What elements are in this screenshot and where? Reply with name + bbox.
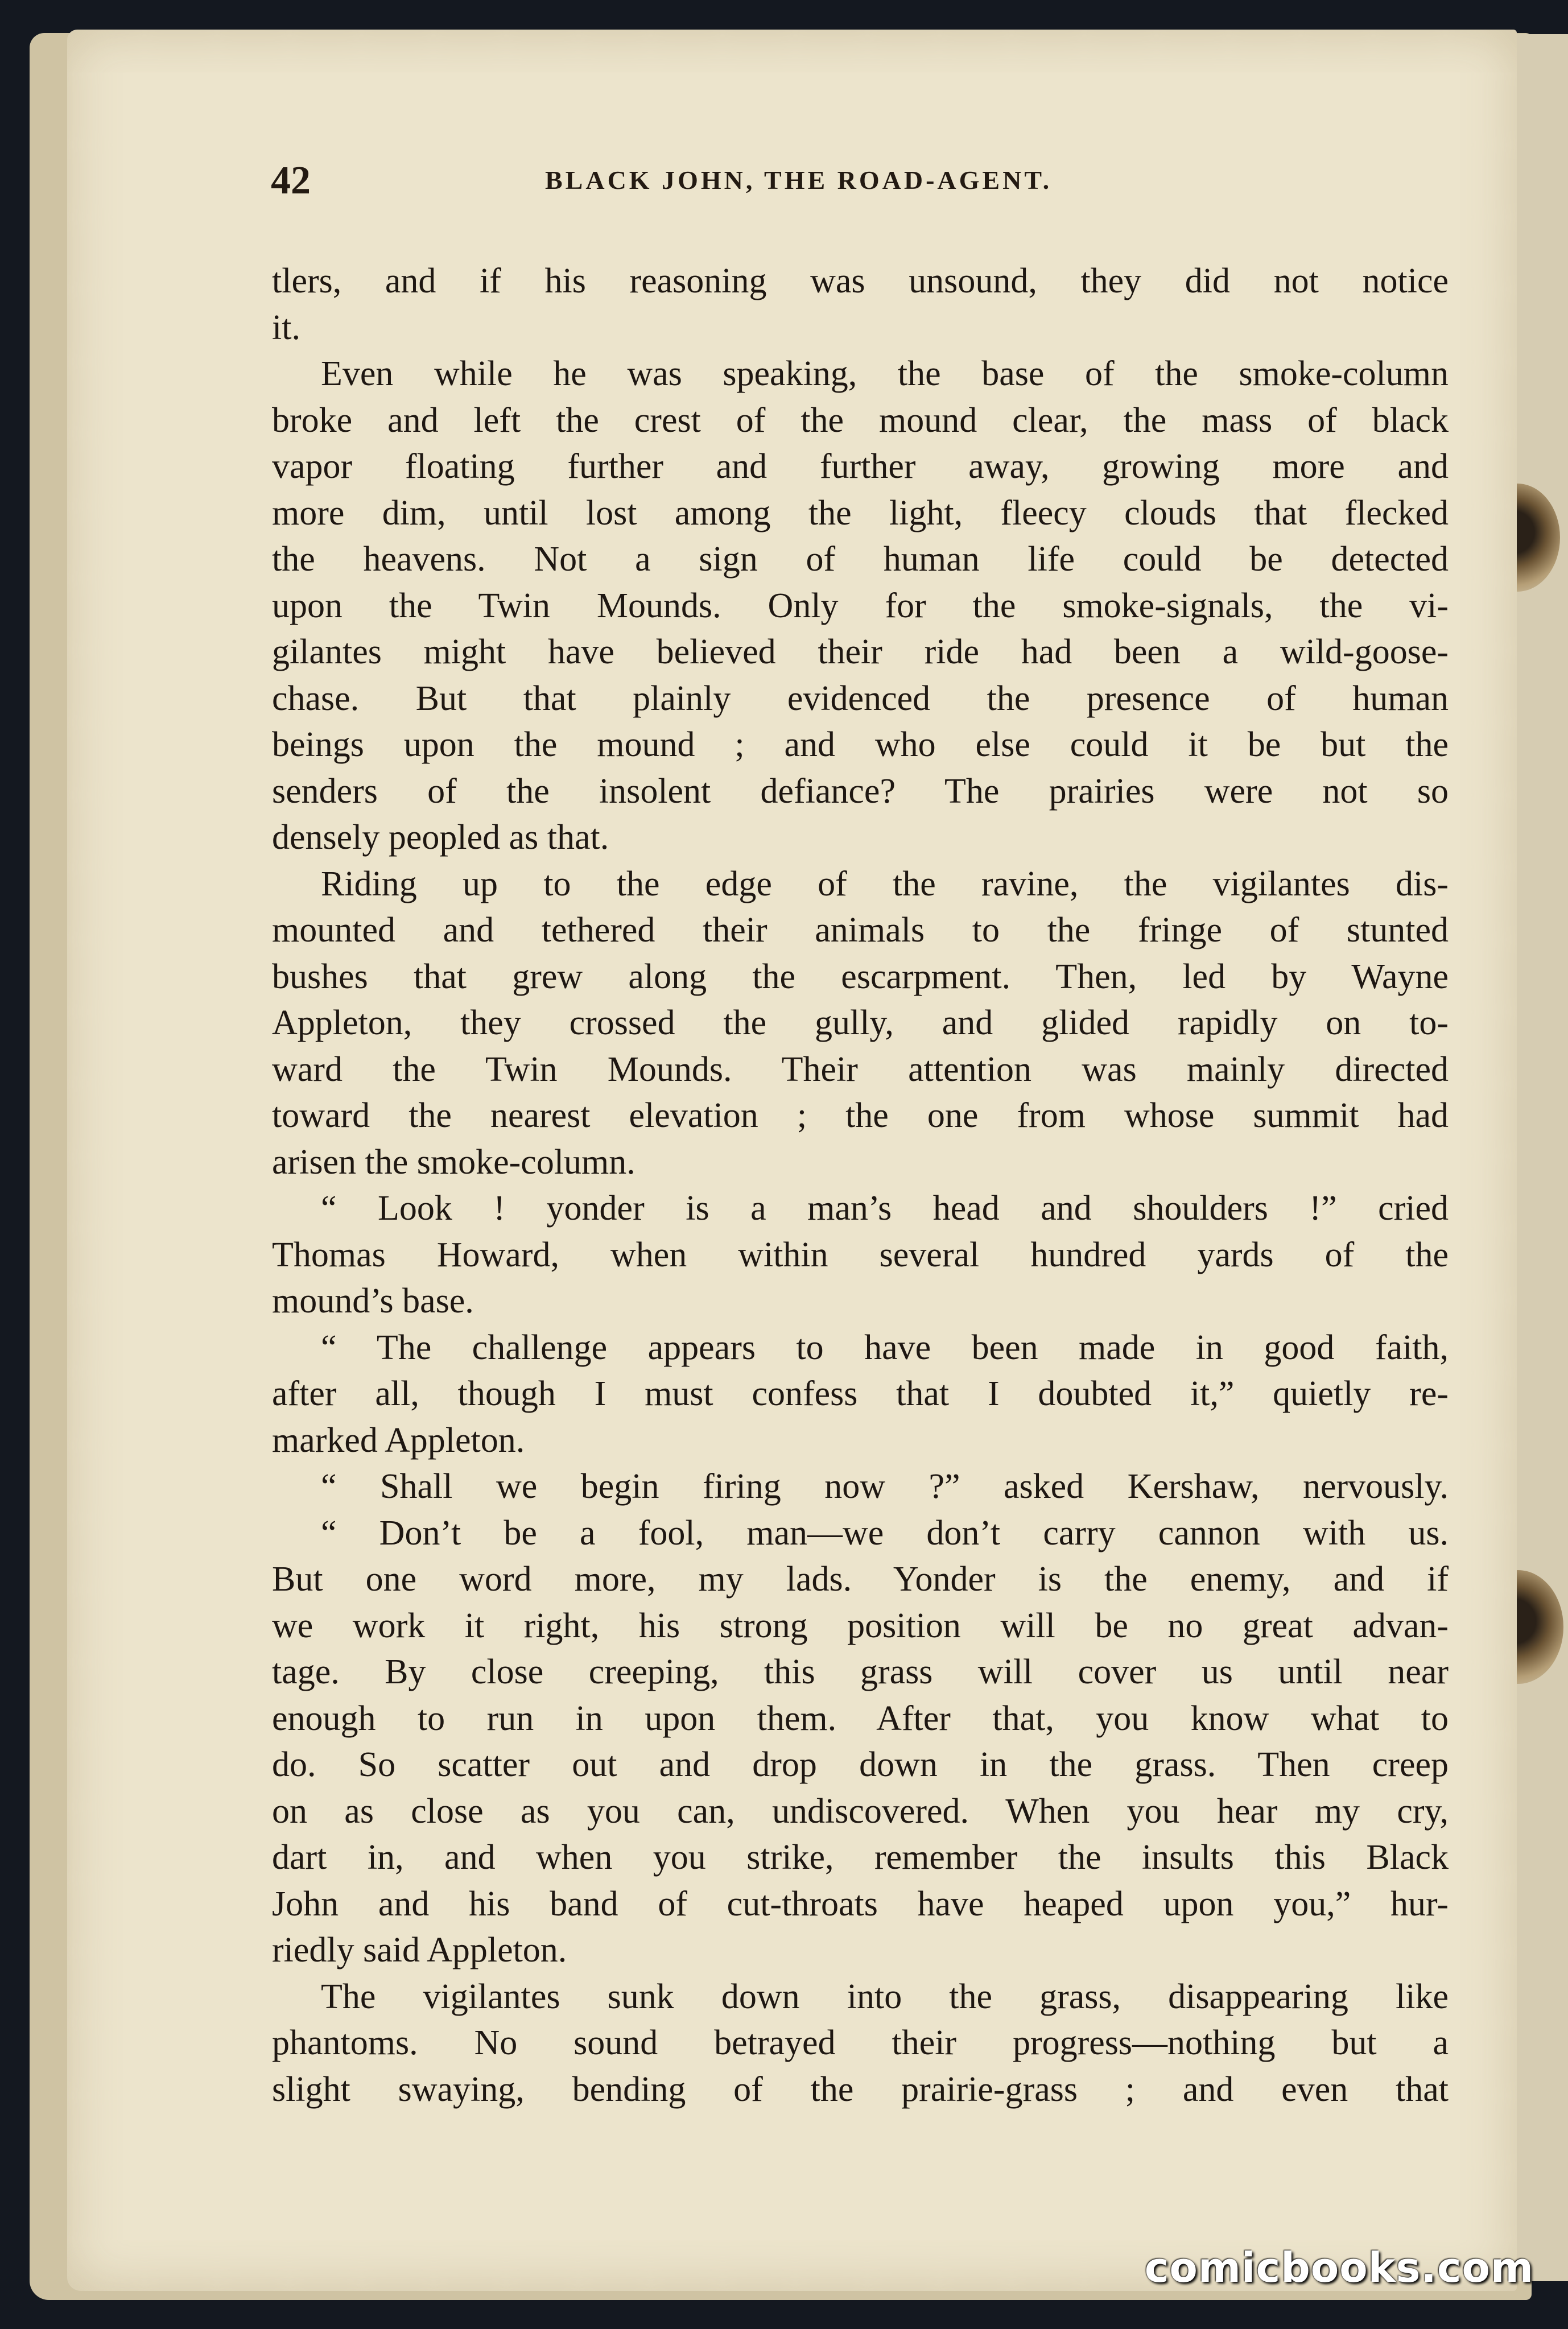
text-line: bushes that grew along the escarpment. Then, led by Wayne <box>272 957 1449 996</box>
text-line: “ Shall we begin firing now ?” asked Kershaw, nervously. <box>321 1467 1449 1506</box>
text-line: it. <box>272 308 300 347</box>
text-line: arisen the smoke-column. <box>272 1142 636 1182</box>
text-line: upon the Twin Mounds. Only for the smoke-signals, the vi- <box>272 586 1449 625</box>
text-line: densely peopled as that. <box>272 818 609 857</box>
body-text <box>272 258 1449 2113</box>
text-line: Appleton, they crossed the gully, and glided rapidly on to- <box>272 1004 1449 1042</box>
text-line: Riding up to the edge of the ravine, the vigilantes dis- <box>321 864 1449 903</box>
text-line: chase. But that plainly evidenced the presence of human <box>272 679 1449 718</box>
text-line: “ Don’t be a fool, man—we don’t carry cannon with us. <box>321 1513 1449 1552</box>
text-line: the heavens. Not a sign of human life could be detected <box>272 540 1449 579</box>
book-page <box>67 30 1517 2291</box>
text-line: on as close as you can, undiscovered. When you hear my cry, <box>272 1791 1449 1831</box>
text-line: tage. By close creeping, this grass will cover us until near <box>272 1653 1449 1691</box>
text-line: toward the nearest elevation ; the one from whose summit had <box>272 1096 1449 1135</box>
text-line: dart in, and when you strike, remember the insults this Black <box>272 1838 1449 1877</box>
text-line: mounted and tethered their animals to the fringe of stunted <box>272 911 1449 949</box>
text-line: after all, though I must confess that I doubted it,” quietly re- <box>272 1374 1449 1413</box>
text-line: riedly said Appleton. <box>272 1931 567 1969</box>
text-line: “ Look ! yonder is a man’s head and shoulders !” cried <box>321 1189 1449 1228</box>
text-line: The vigilantes sunk down into the grass, disappearing like <box>321 1977 1449 2016</box>
text-line: John and his band of cut-throats have heaped upon you,” hur- <box>272 1884 1449 1923</box>
text-line: gilantes might have believed their ride had been a wild-goose- <box>272 633 1449 671</box>
text-line: “ The challenge appears to have been made in good faith, <box>321 1328 1449 1367</box>
text-line: Thomas Howard, when within several hundred yards of the <box>272 1235 1449 1274</box>
text-line: enough to run in upon them. After that, you know what to <box>272 1699 1449 1738</box>
text-line: But one word more, my lads. Yonder is the enemy, and if <box>272 1560 1449 1599</box>
text-line: more dim, until lost among the light, fleecy clouds that flecked <box>272 493 1449 532</box>
text-line: senders of the insolent defiance? The prairies were not so <box>272 771 1449 811</box>
text-line: Even while he was speaking, the base of the smoke-column <box>321 354 1449 393</box>
text-line: vapor floating further and further away, growing more and <box>272 447 1449 486</box>
text-line: do. So scatter out and drop down in the grass. Then creep <box>272 1745 1449 1784</box>
text-line: tlers, and if his reasoning was unsound, they did not notice <box>272 262 1449 300</box>
text-line: marked Appleton. <box>272 1420 525 1460</box>
page-number: 42 <box>271 159 311 203</box>
running-title: BLACK JOHN, THE ROAD-AGENT. <box>545 166 1053 195</box>
text-line: slight swaying, bending of the prairie-grass ; and even that <box>272 2070 1449 2109</box>
text-line: mound’s base. <box>272 1282 474 1320</box>
page-header <box>67 141 1517 204</box>
text-line: phantoms. No sound betrayed their progress—nothing but a <box>272 2024 1449 2062</box>
text-line: beings upon the mound ; and who else could it be but the <box>272 725 1449 764</box>
watermark: comicbooks.com <box>1144 2244 1534 2291</box>
text-line: ward the Twin Mounds. Their attention was mainly directed <box>272 1050 1449 1089</box>
text-line: we work it right, his strong position will be no great advan- <box>272 1606 1449 1645</box>
text-line: broke and left the crest of the mound clear, the mass of black <box>272 400 1449 440</box>
